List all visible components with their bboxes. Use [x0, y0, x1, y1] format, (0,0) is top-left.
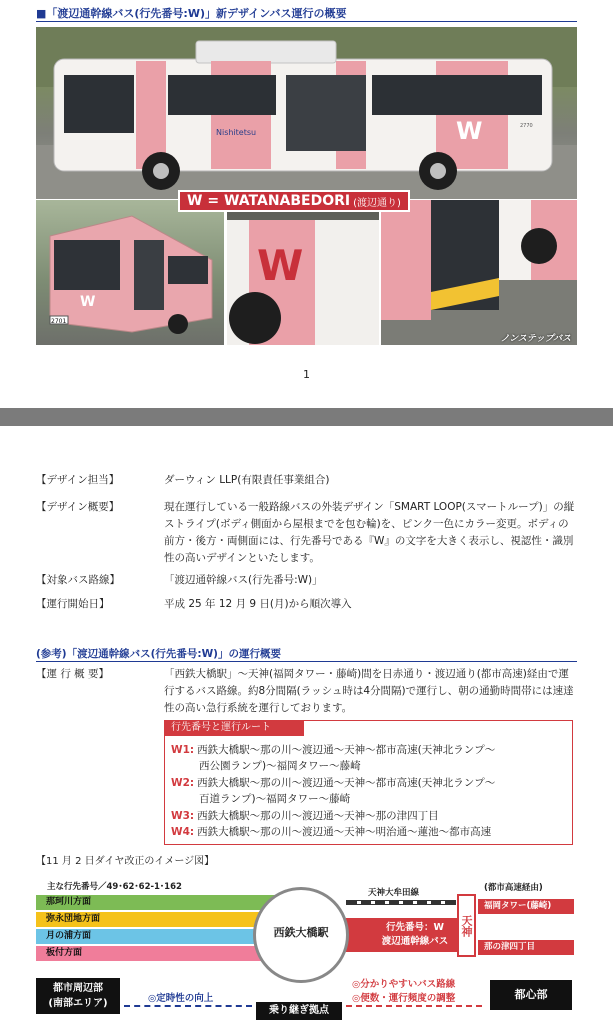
- info-label: 【運行開始日】: [36, 598, 110, 610]
- w-banner-main: W = WATANABEDORI: [187, 193, 351, 209]
- band-itazuke: 板付方面: [36, 946, 276, 961]
- frequency-note: ◎便数・運行頻度の調整: [352, 993, 456, 1004]
- route-w2-cont: 百道ランプ)～福岡タワー～藤崎: [199, 793, 351, 805]
- w-route-line2: 渡辺通幹線バス: [381, 936, 449, 947]
- svg-text:W: W: [257, 241, 304, 290]
- expressway-label: (都市高速経由): [484, 883, 543, 893]
- bus-fleet-number: 2770: [520, 123, 533, 129]
- tenjin-box: 天神: [457, 894, 476, 957]
- info-label: 【デザイン概要】: [36, 501, 120, 513]
- punctuality-note: ◎定時性の向上: [148, 993, 214, 1004]
- bus-door-photo: [381, 200, 577, 345]
- left-arrow-line: [124, 1005, 252, 1007]
- reference-underline: [36, 661, 577, 662]
- info-label: 【デザイン担当】: [36, 474, 120, 486]
- page-number: 1: [303, 368, 310, 381]
- dest-fukuoka-tower: 福岡タワー(藤崎): [478, 899, 574, 914]
- city-center-box: 都心部: [490, 980, 572, 1010]
- info-label: 【運 行 概 要】: [36, 668, 110, 680]
- reference-title: (参考)「渡辺通幹線バス(行先番号:W)」の運行概要: [36, 648, 281, 660]
- nonstep-caption: ノンステップバス: [500, 334, 571, 344]
- bus-side-illustration: [36, 27, 577, 199]
- route-w1: W1: 西鉄大橋駅～那の川～渡辺通～天神～都市高速(天神北ランプ～: [171, 744, 496, 756]
- diagram-title: 【11 月 2 日ダイヤ改正のイメージ図】: [36, 856, 215, 867]
- route-w3: W3: 西鉄大橋駅～那の川～渡辺通～天神～那の津四丁目: [171, 810, 439, 822]
- railway-line: [346, 900, 456, 905]
- route-w1-cont: 西公園ランプ)～福岡タワー～藤崎: [199, 760, 361, 772]
- suburban-box: [36, 978, 120, 1014]
- route-w2: W2: 西鉄大橋駅～那の川～渡辺通～天神～都市高速(天神北ランプ～: [171, 777, 496, 789]
- info-value: 「渡辺通幹線バス(行先番号:W)」: [164, 574, 323, 586]
- transfer-hub-box: 乗り継ぎ拠点: [256, 1002, 342, 1020]
- title-underline: [36, 21, 577, 22]
- bus-w-closeup-photo: [227, 200, 379, 345]
- band-nakagawa: 那珂川方面: [36, 895, 276, 910]
- clear-route-note: ◎分かりやすいバス路線: [352, 979, 456, 990]
- hub-label: 西鉄大橋駅: [273, 926, 329, 939]
- page-title: ■「渡辺通幹線バス(行先番号:W)」新デザインバス運行の概要: [36, 7, 347, 20]
- route-diagram: [0, 868, 613, 1024]
- suburban-box-line1: 都市周辺部: [53, 983, 103, 994]
- right-arrow-line: [346, 1005, 482, 1007]
- main-routes-label: 主な行先番号／49･62･62-1･162: [47, 882, 182, 892]
- bus-brand-text: Nishitetsu: [216, 128, 257, 137]
- route-w4: W4: 西鉄大橋駅～那の川～渡辺通～天神～明治通～蓮池～都市高速: [171, 826, 492, 838]
- page-divider: [0, 408, 613, 426]
- route-box-header: 行先番号と運行ルート: [164, 720, 304, 736]
- w-banner-sub: (渡辺通り): [353, 197, 401, 209]
- bus-side-photo: [36, 27, 577, 199]
- suburban-box-line2: (南部エリア): [48, 998, 108, 1009]
- info-value: 現在運行している一般路線バスの外装デザイン「SMART LOOP(スマートループ)」の縦ストライプ(ボディ側面から屋根までを包む輪)を、ピンク一色にカラー変更。ボディの前方・後方・両側面には、行先番号である『W』の文字を大きく表示し、視認性・識別性の高いデザインといたします。: [164, 501, 575, 564]
- railway-label: 天神大牟田線: [368, 888, 420, 898]
- w-route-line1: 行先番号：W: [386, 922, 444, 933]
- info-label: 【対象バス路線】: [36, 574, 120, 586]
- band-tsukinoura: 月の浦方面: [36, 929, 276, 944]
- info-value: 平成 25 年 12 月 9 日(月)から順次導入: [164, 598, 352, 610]
- svg-text:W: W: [80, 294, 96, 310]
- bus-front-photo: [36, 200, 224, 345]
- bus-w-letter: W: [456, 117, 483, 145]
- bus-plate: 2701: [51, 318, 67, 325]
- dest-nanotsu: 那の津四丁目: [478, 940, 574, 955]
- info-value: 「西鉄大橋駅」～天神(福岡タワー・藤崎)間を日赤通り・渡辺通り(都市高速)経由で運行するバス路線。約8分間隔(ラッシュ時は4分間隔)で運行し、朝の通勤時間帯には速達性の高い急行系統を運行しております。: [164, 668, 574, 714]
- band-yanagadanchi: 弥永団地方面: [36, 912, 276, 927]
- w-watanabedori-banner: [178, 190, 410, 212]
- info-value: ダーウィン LLP(有限責任事業組合): [164, 474, 330, 486]
